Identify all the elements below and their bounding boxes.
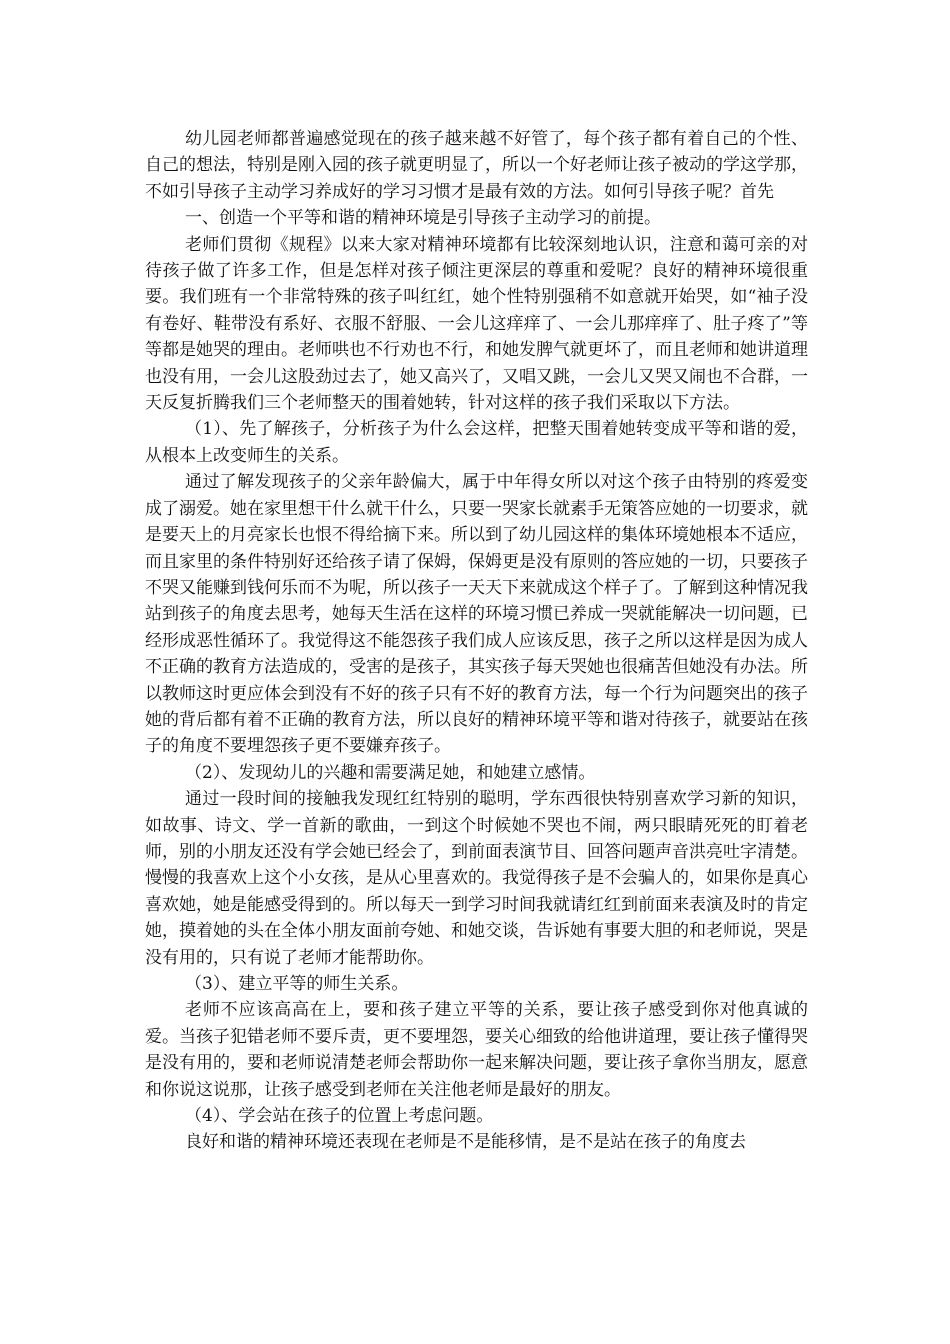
paragraph-intro: 幼儿园老师都普遍感觉现在的孩子越来越不好管了，每个孩子都有着自己的个性、自己的想法，特别是刚入园的孩子就更明显了，所以一个好老师让孩子被动的学这学那，不如引导孩子主动学习养成好的学习习惯才是最有效的方法。如何引导孩子呢？首先 (145, 129, 808, 202)
subheading-4: （4）、学会站在孩子的位置上考虑问题。 (185, 1106, 494, 1127)
paragraph-empathy: 良好和谐的精神环境还表现在老师是不是能移情，是不是站在孩子的角度去 (185, 1132, 746, 1153)
paragraph-equality: 老师不应该高高在上，要和孩子建立平等的关系，要让孩子感受到你对他真诚的爱。当孩子犯错老师不要斥责，更不要埋怨，要关心细致的给他讲道理，要让孩子懂得哭是没有用的，要和老师说清楚老师会帮助你一起来解决问题，要让孩子拿你当朋友，愿意和你说这说那，让孩子感受到老师在关注他老师是最好的朋友。 (145, 1000, 808, 1100)
subheading-1: （1）、先了解孩子，分析孩子为什么会这样，把整天围着她转变成平等和谐的爱，从根本上改变师生的关系。 (145, 419, 808, 466)
paragraph-interests: 通过一段时间的接触我发现红红特别的聪明，学东西很快特别喜欢学习新的知识，如故事、诗文、学一首新的歌曲，一到这个时候她不哭也不闹，两只眼睛死死的盯着老师，别的小朋友还没有学会她已经会了，到前面表演节目、回答问题声音洪亮吐字清楚。慢慢的我喜欢上这个小女孩，是从心里喜欢的。我觉得孩子是不会骗人的，如果你是真心喜欢她，她是能感受得到的。所以每天一到学习时间我就请红红到前面来表演及时的肯定她，摸着她的头在全体小朋友面前夸她、和她交谈，告诉她有事要大胆的和老师说，哭是没有用的，只有说了老师才能帮助你。 (145, 789, 808, 968)
document-body (145, 126, 808, 1156)
paragraph-understanding: 通过了解发现孩子的父亲年龄偏大，属于中年得女所以对这个孩子由特别的疼爱变成了溺爱。她在家里想干什么就干什么，只要一哭家长就素手无策答应她的一切要求，就是要天上的月亮家长也恨不得给摘下来。所以到了幼儿园这样的集体环境她根本不适应，而且家里的条件特别好还给孩子请了保姆，保姆更是没有原则的答应她的一切，只要孩子不哭又能赚到钱何乐而不为呢，所以孩子一天天下来就成这个样子了。了解到这种情况我站到孩子的角度去思考，她每天生活在这样的环境习惯已养成一哭就能解决一切问题，已经形成恶性循环了。我觉得这不能怨孩子我们成人应该反思，孩子之所以这样是因为成人不正确的教育方法造成的，受害的是孩子，其实孩子每天哭她也很痛苦但她没有办法。所以教师这时更应体会到没有不好的孩子只有不好的教育方法，每一个行为问题突出的孩子她的背后都有着不正确的教育方法，所以良好的精神环境平等和谐对待孩子，就要站在孩子的角度不要埋怨孩子更不要嫌弃孩子。 (145, 472, 808, 757)
subheading-2: （2）、发现幼儿的兴趣和需要满足她，和她建立感情。 (185, 762, 596, 783)
section-heading-1: 一、创造一个平等和谐的精神环境是引导孩子主动学习的前提。 (185, 208, 661, 229)
subheading-3: （3）、建立平等的师生关系。 (185, 974, 409, 994)
paragraph-regulations: 老师们贯彻《规程》以来大家对精神环境都有比较深刻地认识，注意和蔼可亲的对待孩子做了许多工作，但是怎样对孩子倾注更深层的尊重和爱呢？良好的精神环境很重要。我们班有一个非常特殊的孩子叫红红，她个性特别强稍不如意就开始哭，如“袖子没有卷好、鞋带没有系好、衣服不舒服、一会儿这痒痒了、一会儿那痒痒了、肚子疼了”等等都是她哭的理由。老师哄也不行劝也不行，和她发脾气就更坏了，而且老师和她讲道理也没有用，一会儿这股劲过去了，她又高兴了，又唱又跳，一会儿又哭又闹也不合群，一天反复折腾我们三个老师整天的围着她转，针对这样的孩子我们采取以下方法。 (145, 234, 808, 414)
